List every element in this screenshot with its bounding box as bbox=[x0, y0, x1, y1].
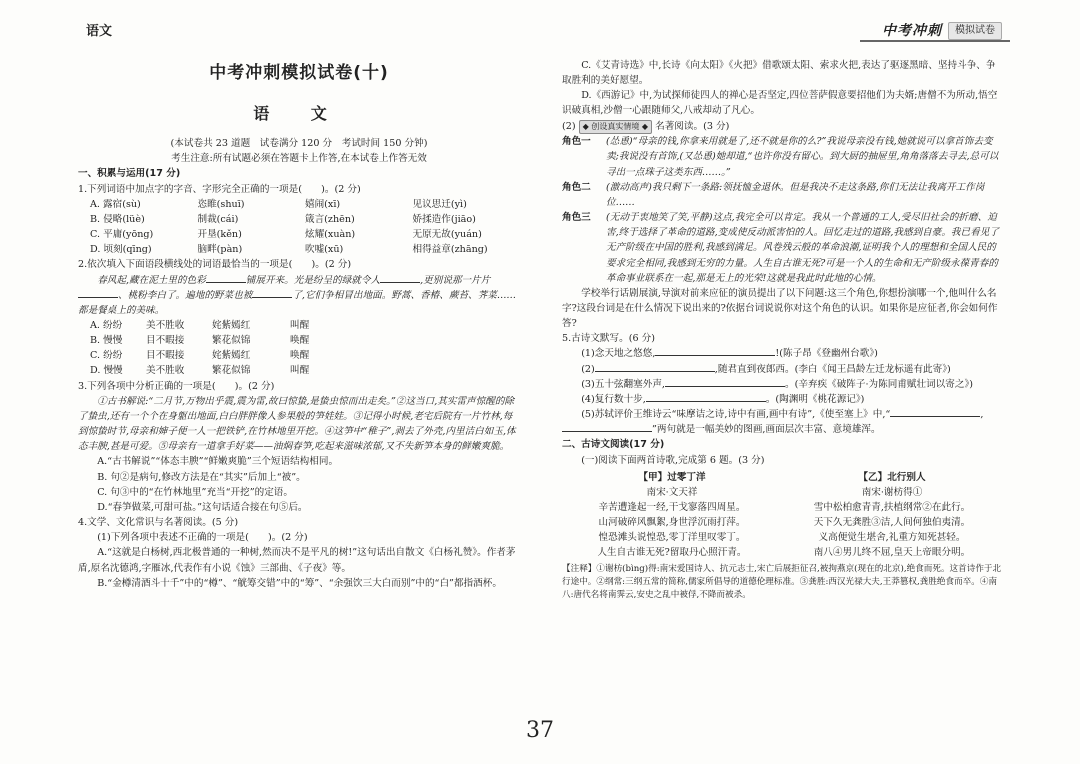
header-divider bbox=[860, 40, 1010, 42]
option: 繁花似锦 bbox=[212, 335, 251, 347]
dictation-line: (2) ,随君直到夜郎西。(李白《闻王昌龄左迁龙标遥有此寄》) bbox=[581, 363, 951, 375]
option-row bbox=[78, 212, 520, 227]
section-heading: 一、积累与运用(17 分) bbox=[78, 168, 181, 180]
role-dialogue: (怂恿)“母亲的钱,你拿来用就是了,还不就是你的么?”我说母亲没有钱,她就说可以拿首饰去变卖;我说没有首饰,(又怂恿)她却道,“也许你没有留心。到大厨的抽屉里,角角落落去寻去,总可以寻出一点珠子这类东西……。” bbox=[606, 136, 999, 178]
answer-blank[interactable] bbox=[562, 431, 652, 432]
option: 箴言(zhēn) bbox=[305, 213, 355, 225]
option-row bbox=[78, 333, 520, 348]
right-column bbox=[562, 58, 1002, 603]
poem-line: 辛苦遭逢起一经,干戈寥落四周星。 bbox=[598, 502, 746, 513]
option: 相得益章(zhāng) bbox=[412, 244, 488, 256]
answer-blank[interactable] bbox=[665, 386, 785, 387]
dictation-line: (1)念天地之悠悠, !(陈子昂《登幽州台歌》) bbox=[581, 348, 878, 360]
poem-title: 【乙】北行别人 bbox=[858, 471, 926, 483]
situation-chip: ◆ 创设真实情境 ◆ bbox=[579, 120, 652, 135]
option: C. 平庸(yōng) bbox=[90, 229, 154, 241]
role-name: 角色三 bbox=[562, 212, 591, 224]
poem-notes: 【注释】①谢枋(bìng)得:南宋爱国诗人、抗元志士,宋亡后展拒征召,被拘燕京(现在的北京),绝食而死。这首诗作于北行途中。②纲常:三纲五常的简称,儒家所倡导的道德伦理标准。③龚胜:西汉光禄大夫,王莽篡权,龚胜绝食而卒。④南八:唐代名将南霁云,安史之乱中被俘,不降而被杀。 bbox=[562, 563, 1002, 601]
option: 见议思迁(yì) bbox=[412, 198, 467, 210]
brand-tag: 模拟试卷 bbox=[948, 22, 1002, 40]
option: C.《艾青诗选》中,长诗《向太阳》《火把》借歌颂太阳、索求火把,表达了驱逐黑暗、坚持斗争、争取胜利的美好愿望。 bbox=[562, 60, 996, 87]
poem-line: 南八④男儿终不屈,皇天上帝眼分明。 bbox=[813, 547, 971, 559]
option: A.“这就是白杨树,西北极普通的一种树,然而决不是平凡的树!”这句话出自散文《白杨礼赞》。作者茅盾,原名沈德鸿,字雁冰,代表作有小说《蚀》三部曲、《子夜》等。 bbox=[78, 547, 516, 574]
brand-banner bbox=[882, 20, 1002, 42]
role-name: 角色二 bbox=[562, 181, 591, 193]
option: A. 纷纷 bbox=[90, 320, 123, 331]
option: A. 露宿(sù) bbox=[90, 198, 141, 210]
option: 叫醒 bbox=[290, 365, 310, 377]
role-name: 角色一 bbox=[562, 136, 591, 148]
answer-blank[interactable] bbox=[252, 297, 292, 298]
left-column bbox=[78, 58, 520, 591]
option: D.“春笋做菜,可甜可盐。”这句话适合接在句⑤后。 bbox=[97, 501, 308, 513]
question-stem: 1.下列词语中加点字的字音、字形完全正确的一项是( )。(2 分) bbox=[78, 183, 361, 195]
role-dialogue: (激动高声)我只剩下一条路:领抚恤金退休。但是我决不走这条路,你们无法让我离开工作岗位…… bbox=[606, 181, 985, 208]
answer-blank[interactable] bbox=[646, 401, 766, 402]
answer-blank[interactable] bbox=[655, 355, 775, 356]
option: 唤醒 bbox=[290, 350, 310, 362]
question-stem: 5.古诗文默写。(6 分) bbox=[562, 333, 655, 345]
question-stem: 4.文学、文化常识与名著阅读。(5 分) bbox=[78, 517, 239, 529]
answer-blank[interactable] bbox=[890, 416, 980, 417]
option: C. 纷纷 bbox=[90, 350, 123, 362]
option: A.“古书解说”“体态丰腴”“鲜嫩爽脆”三个短语结构相同。 bbox=[97, 456, 339, 468]
option: 繁花似锦 bbox=[212, 365, 251, 377]
reading-passage: ①古书解说:“二月节,万物出乎震,震为雷,故曰惊蛰,是蛰虫惊而出走矣。”②这当口,其实雷声惊醒的除了蛰虫,还有一个个在身躯出地面,白白胖胖像人参果般的笋娃娃。③记得小时候,老宅后院有一片竹林,每到惊蛰时节,母亲和婶子便一人一把铁铲,在竹林地里开挖。④这笋中“稚子”,剥去了外壳,内里洁白如玉,体态丰腴,甚是可爱。⑤母亲有一道拿手好菜——油焖春笋,吃起来滋味浓郁,又不失新笋本身的鲜嫩爽脆。 bbox=[78, 395, 516, 453]
poem-line: 山河破碎风飘絮,身世浮沉雨打萍。 bbox=[598, 517, 746, 529]
poem-line: 天下久无龚胜③洁,人间何独伯夷清。 bbox=[813, 517, 971, 529]
answer-blank[interactable] bbox=[595, 371, 715, 372]
option: 娇揉造作(jiāo) bbox=[412, 213, 476, 225]
poem-line: 雪中松柏愈青青,扶植纲常②在此行。 bbox=[813, 502, 971, 513]
option: C. 句③中的“在竹林地里”充当“开挖”的定语。 bbox=[97, 486, 293, 498]
option-row bbox=[78, 318, 520, 333]
poem-author: 南宋·文天祥 bbox=[646, 486, 698, 498]
answer-blank[interactable] bbox=[380, 282, 420, 283]
option: 美不胜收 bbox=[146, 365, 185, 377]
poem-line: 惶恐滩头说惶恐,零丁洋里叹零丁。 bbox=[598, 532, 746, 544]
option-row bbox=[78, 242, 520, 257]
option: 脑畔(pàn) bbox=[197, 244, 243, 256]
poem-author: 南宋·谢枋得① bbox=[861, 486, 923, 498]
option: D. 顷刻(qīng) bbox=[90, 244, 152, 256]
option: 目不暇接 bbox=[146, 335, 185, 347]
option: B. 慢慢 bbox=[90, 335, 123, 347]
dictation-line: (5)苏轼评价王维诗云“味摩诘之诗,诗中有画,画中有诗”,《使至塞上》中,“ ,”两句就是一幅美妙的图画,画面层次丰富、意境雄浑。 bbox=[562, 407, 1002, 437]
option: 恣睢(shuī) bbox=[197, 198, 245, 210]
option: D.《西游记》中,为试探师徒四人的禅心是否坚定,四位菩萨假意要招他们为夫婿;唐僧不为所动,悟空识破真相,沙僧一心跟随师父,八戒却动了凡心。 bbox=[562, 90, 998, 117]
option: 目不暇接 bbox=[146, 350, 185, 362]
question-stem: (一)阅读下面两首诗歌,完成第 6 题。(3 分) bbox=[581, 454, 765, 466]
option: 吹嘘(xū) bbox=[305, 244, 344, 256]
option: 姹紫嫣红 bbox=[212, 350, 251, 362]
question-stem: 3.下列各项中分析正确的一项是( )。(2 分) bbox=[78, 380, 275, 392]
option: 嬉闹(xī) bbox=[305, 198, 341, 210]
option-row bbox=[78, 197, 520, 212]
sub-question: (1)下列各项中表述不正确的一项是( )。(2 分) bbox=[97, 532, 308, 544]
option: 炫耀(xuàn) bbox=[305, 229, 356, 241]
role-line bbox=[562, 210, 1002, 286]
role-line bbox=[562, 180, 1002, 210]
brand-logo: 中考冲刺 bbox=[882, 23, 942, 39]
option: 姹紫嫣红 bbox=[212, 320, 251, 331]
question-stem: 2.依次填入下面语段横线处的词语最恰当的一项是( )。(2 分) bbox=[78, 259, 352, 271]
answer-blank[interactable] bbox=[78, 297, 118, 298]
poem-line: 人生自古谁无死?留取丹心照汗青。 bbox=[597, 547, 747, 559]
role-dialogue: (无动于衷地笑了笑,平静)这点,我完全可以肯定。我从一个普通的工人,受尽旧社会的折磨、迫害,终于选择了革命的道路,变成使反动派害怕的人。回忆走过的道路,我感到自豪。我已看见了无产阶级在中国的胜利,我感到满足。风卷残云般的革命浪潮,证明我个人的理想和全国人民的要求完全相同,我感到无穷的力量。人生自古谁无死?可是一个人的生命和无产阶级永葆青春的革命事业联系在一起,那是无上的光荣!这就是我此时此地的心情。 bbox=[606, 212, 999, 284]
option: B. 侵略(lüè) bbox=[90, 213, 145, 225]
option: 无原无故(yuán) bbox=[412, 229, 482, 241]
option: 开垦(kěn) bbox=[197, 229, 242, 241]
option-row bbox=[78, 227, 520, 242]
poem-pair bbox=[562, 470, 1002, 561]
page-number: 37 bbox=[526, 718, 554, 743]
option: 美不胜收 bbox=[146, 320, 185, 331]
task-prompt: 学校举行话剧展演,导演对前来应征的演员提出了以下问题:这三个角色,你想扮演哪一个,他叫什么名字?这段台词是在什么情况下说出来的?依据台词说说你对这个角色的认识。如果你是应征者,你会如何作答? bbox=[562, 287, 998, 330]
poem-title: 【甲】过零丁洋 bbox=[638, 471, 706, 483]
option: B.“金樽清酒斗十千”中的“樽”、“觥筹交错”中的“筹”、“余强饮三大白而别”中的“白”都指酒杯。 bbox=[97, 577, 502, 589]
exam-notice: 考生注意:所有试题必须在答题卡上作答,在本试卷上作答无效 bbox=[171, 153, 427, 165]
exam-title: 中考冲刺模拟试卷(十) bbox=[209, 63, 389, 83]
option-row bbox=[78, 363, 520, 378]
subject-title: 语 文 bbox=[253, 103, 345, 123]
reading-passage: 春风起,藏在泥土里的色彩 铺展开来。光是纷呈的绿就令人 ,更别说那一片片、桃粉李白了。遍地的野菜也被 了,它们争相冒出地面。野蒿、香椿、蕨苔、荠菜……都是餐桌上的美味。 bbox=[78, 274, 517, 316]
exam-info: (本试卷共 23 道题 试卷满分 120 分 考试时间 150 分钟) bbox=[170, 138, 428, 150]
answer-blank[interactable] bbox=[206, 282, 246, 283]
option: 叫醒 bbox=[290, 320, 310, 331]
poem-line: 义高便觉生堪舍,礼重方知死甚轻。 bbox=[818, 532, 966, 544]
header-subject: 语文 bbox=[86, 24, 113, 39]
dictation-line: (4)复行数十步, 。(陶渊明《桃花源记》) bbox=[581, 393, 865, 405]
option: 制裁(cái) bbox=[197, 213, 239, 225]
option-row bbox=[78, 348, 520, 363]
dictation-line: (3)五十弦翻塞外声, 。(辛弃疾《破阵子·为陈同甫赋壮词以寄之》) bbox=[581, 378, 974, 390]
option: D. 慢慢 bbox=[90, 365, 123, 377]
poem-a bbox=[582, 470, 762, 561]
section-heading: 二、古诗文阅读(17 分) bbox=[562, 439, 665, 451]
sub-question: (2) ◆ 创设真实情境 ◆ 名著阅读。(3 分) bbox=[562, 119, 1002, 135]
poem-b bbox=[802, 470, 982, 561]
option: B. 句②是病句,修改方法是在“其实”后加上“被”。 bbox=[97, 471, 306, 483]
option: 唤醒 bbox=[290, 335, 310, 347]
role-line bbox=[562, 134, 1002, 179]
